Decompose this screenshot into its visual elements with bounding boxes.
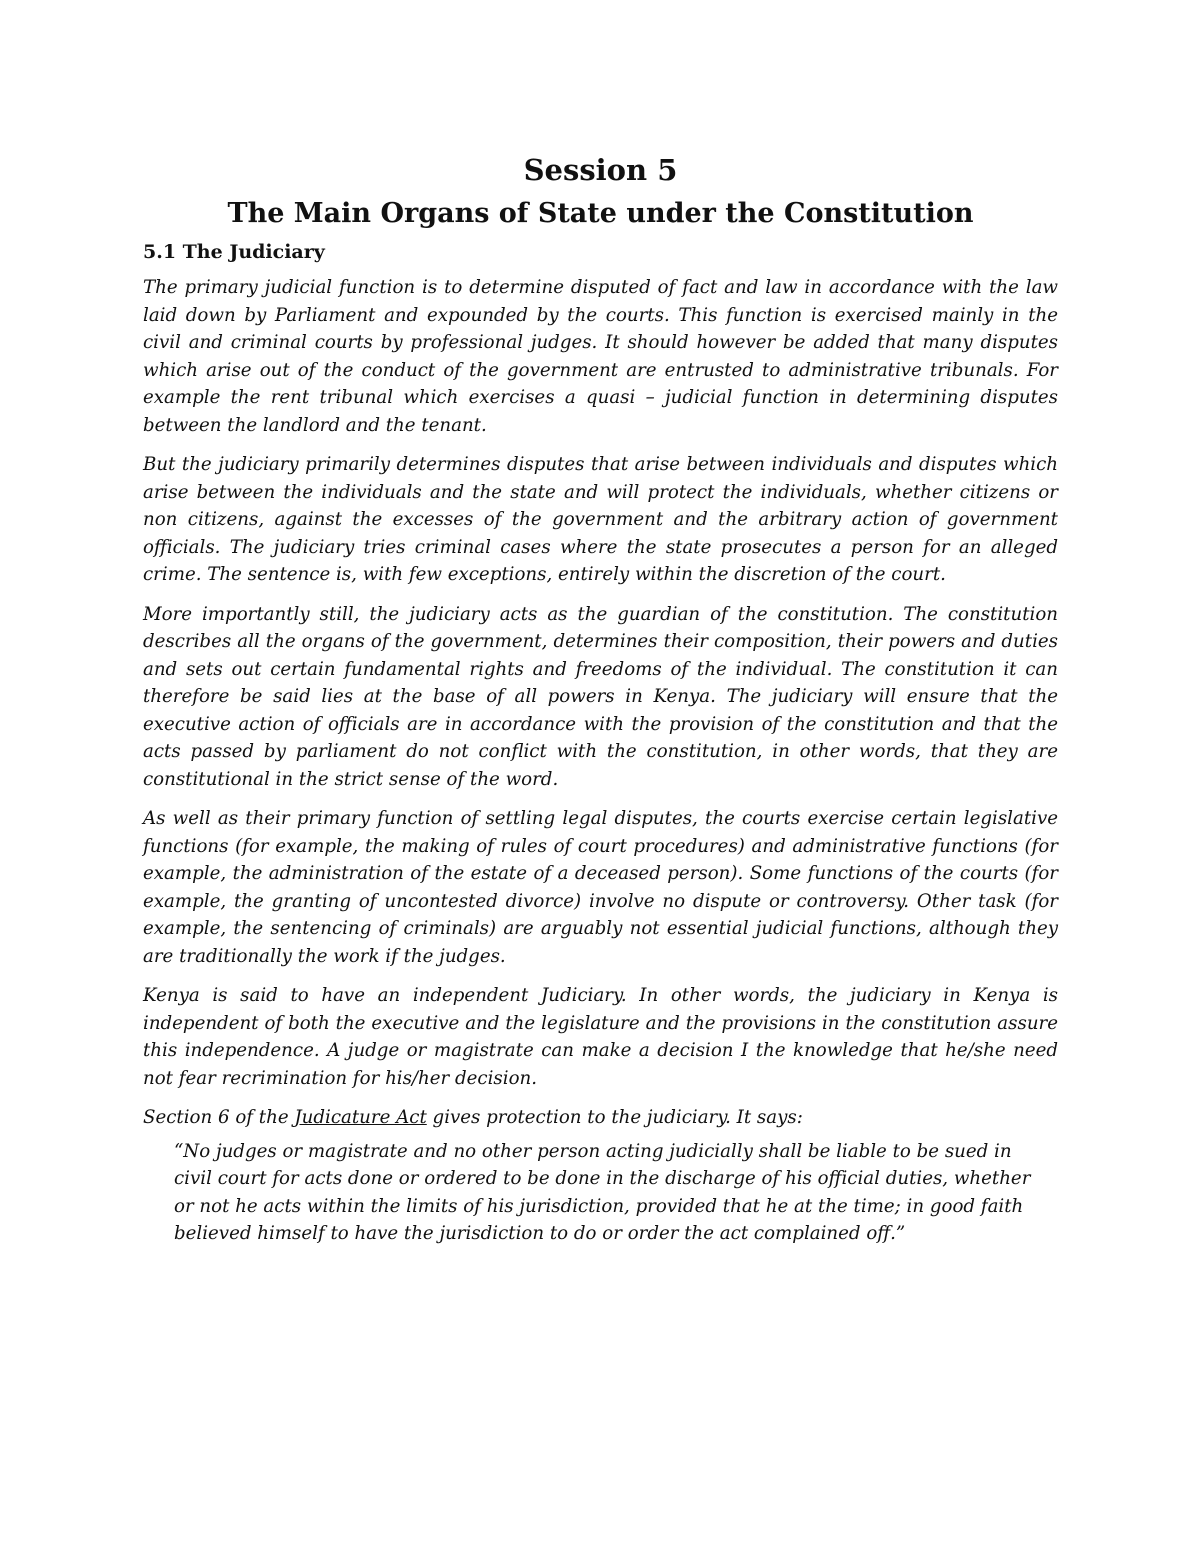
paragraph-guardian-of-constitution: More importantly still, the judiciary acts as the guardian of the constitution. The constitution describes all the organs of the government, determines their composition, their powers and duties and sets out certain fundamental rights and freedoms of the individual. The constitution it can therefore be said lies at the base of all powers in Kenya. The judiciary will ensure that the executive action of officials are in accordance with the provision of the constitution and that the acts passed by parliament do not conflict with the constitution, in other words, that they are constitutional in the strict sense of the word. (143, 603, 1058, 790)
paragraph-other-functions: As well as their primary function of settling legal disputes, the courts exercise certain legislative functions (for example, the making of rules of court procedures) and administrative functions (for example, the administration of the estate of a deceased person). Some functions of the courts (for example, the granting of uncontested divorce) involve no dispute or controversy. Other task (for example, the sentencing of criminals) are arguably not essential judicial functions, although they are traditionally the work if the judges. (143, 808, 1058, 967)
section-heading: 5.1 The Judiciary (143, 241, 325, 263)
section6-quote: “No judges or magistrate and no other person acting judicially shall be liable to be sued in civil court for acts done or ordered to be done in the discharge of his official duties, whether or not he acts within the limits of his jurisdiction, provided that he at the time; in good faith believed himself to have the jurisdiction to do or order the act complained off.” (174, 1140, 1031, 1244)
document-page (143, 150, 1058, 1248)
section6-prefix: Section 6 of the (143, 1107, 295, 1128)
judicature-act-link[interactable]: Judicature Act (294, 1107, 427, 1128)
section6-intro (143, 1104, 1058, 1132)
session-title: Session 5 (523, 153, 678, 187)
paragraph-judicial-function: The primary judicial function is to determine disputed of fact and law in accordance with the law laid down by Parliament and expounded by the courts. This function is exercised mainly in the civil and criminal courts by professional judges. It should however be added that many disputes which arise out of the conduct of the government are entrusted to administrative tribunals. For example the rent tribunal which exercises a quasi – judicial function in determining disputes between the landlord and the tenant. (143, 277, 1058, 436)
section6-suffix: gives protection to the judiciary. It says: (426, 1107, 803, 1128)
paragraph-independent-judiciary: Kenya is said to have an independent Judiciary. In other words, the judiciary in Kenya is independent of both the executive and the legislature and the provisions in the constitution assure this independence. A judge or magistrate can make a decision I the knowledge that he/she need not fear recrimination for his/her decision. (143, 985, 1058, 1089)
paragraph-disputes: But the judiciary primarily determines disputes that arise between individuals and disputes which arise between the individuals and the state and will protect the individuals, whether citizens or non citizens, against the excesses of the government and the arbitrary action of government officials. The judiciary tries criminal cases where the state prosecutes a person for an alleged crime. The sentence is, with few exceptions, entirely within the discretion of the court. (143, 454, 1058, 585)
main-title: The Main Organs of State under the Constitution (227, 198, 974, 229)
